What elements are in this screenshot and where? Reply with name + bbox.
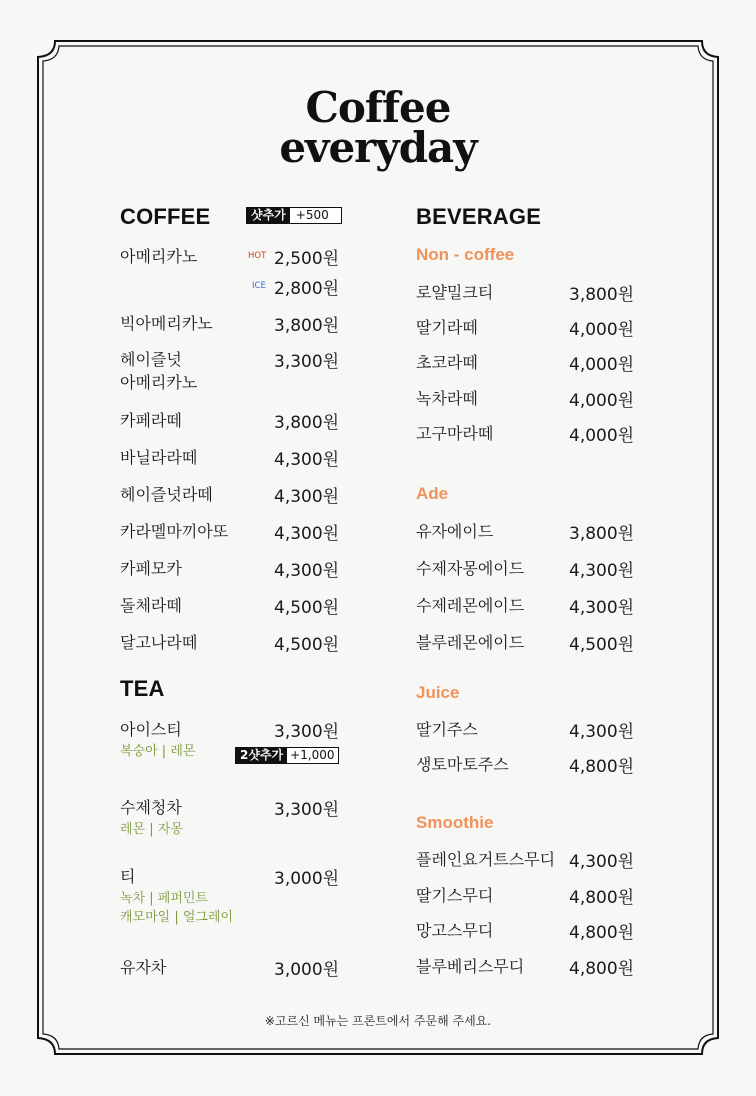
double-shot-label: 2샷추가 — [236, 748, 287, 763]
menu-item-name: 헤이즐넛라떼 — [120, 485, 213, 504]
menu-item-price: 4,000원 — [569, 320, 635, 340]
menu-item-price-hot: 2,500원 — [274, 249, 340, 269]
menu-item-name: 바닐라라떼 — [120, 448, 198, 467]
menu-item-price: 4,000원 — [569, 426, 635, 446]
menu-item-note: 레몬 | 자몽 — [120, 822, 183, 837]
menu-item-name: 블루베리스무디 — [416, 957, 525, 976]
menu-item-price: 4,500원 — [274, 598, 340, 618]
order-notice: ※고르신 메뉴는 프론트에서 주문해 주세요. — [264, 1014, 492, 1028]
menu-item-name: 유자차 — [120, 958, 167, 977]
menu-item-price: 3,000원 — [274, 869, 340, 889]
menu-item-name: 망고스무디 — [416, 921, 494, 940]
menu-item-price: 3,300원 — [274, 800, 340, 820]
menu-item-price: 3,300원 — [274, 722, 340, 742]
menu-item-name: 생토마토주스 — [416, 755, 509, 774]
menu-item-price: 4,500원 — [274, 635, 340, 655]
menu-item-price: 4,300원 — [274, 524, 340, 544]
menu-item-name: 수제자몽에이드 — [416, 559, 525, 578]
menu-item-price: 4,300원 — [274, 487, 340, 507]
menu-item-price: 4,300원 — [569, 561, 635, 581]
menu-item-price: 3,000원 — [274, 960, 340, 980]
menu-item-name: 블루레몬에이드 — [416, 633, 525, 652]
menu-item-name: 카페모카 — [120, 559, 182, 578]
juice-subheading: Juice — [416, 683, 460, 702]
menu-item-price: 4,300원 — [274, 450, 340, 470]
menu-item-price: 4,800원 — [569, 888, 635, 908]
menu-item-name: 고구마라떼 — [416, 424, 494, 443]
ice-tag: ICE — [252, 281, 266, 291]
menu-item-name: 초코라떼 — [416, 353, 478, 372]
noncoffee-subheading: Non - coffee — [416, 245, 515, 264]
menu-item-price: 4,500원 — [569, 635, 635, 655]
menu-item-name: 헤이즐넛 — [120, 350, 182, 369]
menu-item-note: 녹차 | 페퍼민트 — [120, 891, 208, 906]
menu-item-note: 복숭아 | 레몬 — [120, 744, 196, 759]
menu-item-price: 3,800원 — [274, 413, 340, 433]
menu-item-price: 3,300원 — [274, 352, 340, 372]
double-shot-badge — [235, 747, 339, 764]
menu-item-name: 딸기스무디 — [416, 886, 494, 905]
title-line-1: Coffee — [305, 83, 451, 132]
ade-subheading: Ade — [416, 484, 449, 503]
menu-item-price: 3,800원 — [569, 285, 635, 305]
coffee-heading: COFFEE — [120, 204, 211, 229]
menu-item-name: 빅아메리카노 — [120, 314, 213, 333]
menu-item-price: 4,300원 — [569, 598, 635, 618]
tea-heading: TEA — [120, 676, 165, 701]
hot-tag: HOT — [248, 251, 267, 261]
menu-item-price: 4,800원 — [569, 959, 635, 979]
menu-item-name: 돌체라떼 — [120, 596, 182, 615]
menu-item-name: 수제청차 — [120, 798, 182, 817]
menu-item-price: 4,800원 — [569, 923, 635, 943]
menu-item-name: 플레인요거트스무디 — [416, 850, 556, 869]
menu-item-name: 아이스티 — [120, 720, 182, 739]
menu-item-price: 4,000원 — [569, 391, 635, 411]
title-line-2: everyday — [279, 123, 477, 172]
menu-item-name: 티 — [120, 867, 136, 886]
smoothie-subheading: Smoothie — [416, 813, 494, 832]
menu-item-price: 4,300원 — [274, 561, 340, 581]
menu-item-name: 녹차라떼 — [416, 389, 478, 408]
menu-item-price-ice: 2,800원 — [274, 279, 340, 299]
menu-item-name: 유자에이드 — [416, 522, 494, 541]
menu-item-name: 딸기라떼 — [416, 318, 478, 337]
menu-item-name: 달고나라떼 — [120, 633, 198, 652]
extra-shot-price: +500 — [290, 208, 341, 223]
extra-shot-label: 샷추가 — [247, 208, 290, 223]
menu-item-name: 딸기주스 — [416, 720, 478, 739]
menu-item-note-line-2: 캐모마일 | 얼그레이 — [120, 910, 234, 925]
menu-item-name: 카페라떼 — [120, 411, 182, 430]
extra-shot-badge — [246, 207, 342, 224]
menu-item-name: 로얄밀크티 — [416, 283, 494, 302]
menu-item-price: 4,300원 — [569, 852, 635, 872]
menu-item-price: 3,800원 — [274, 316, 340, 336]
menu-item-price: 4,800원 — [569, 757, 635, 777]
double-shot-price: +1,000 — [287, 748, 337, 763]
menu-item-price: 4,300원 — [569, 722, 635, 742]
menu-item-price: 3,800원 — [569, 524, 635, 544]
menu-item-price: 4,000원 — [569, 355, 635, 375]
beverage-heading: BEVERAGE — [416, 204, 542, 229]
menu-item-name: 카라멜마끼아또 — [120, 522, 229, 541]
menu-item-name: 수제레몬에이드 — [416, 596, 525, 615]
menu-item-name: 아메리카노 — [120, 247, 198, 266]
menu-item-name-line-2: 아메리카노 — [120, 373, 198, 392]
